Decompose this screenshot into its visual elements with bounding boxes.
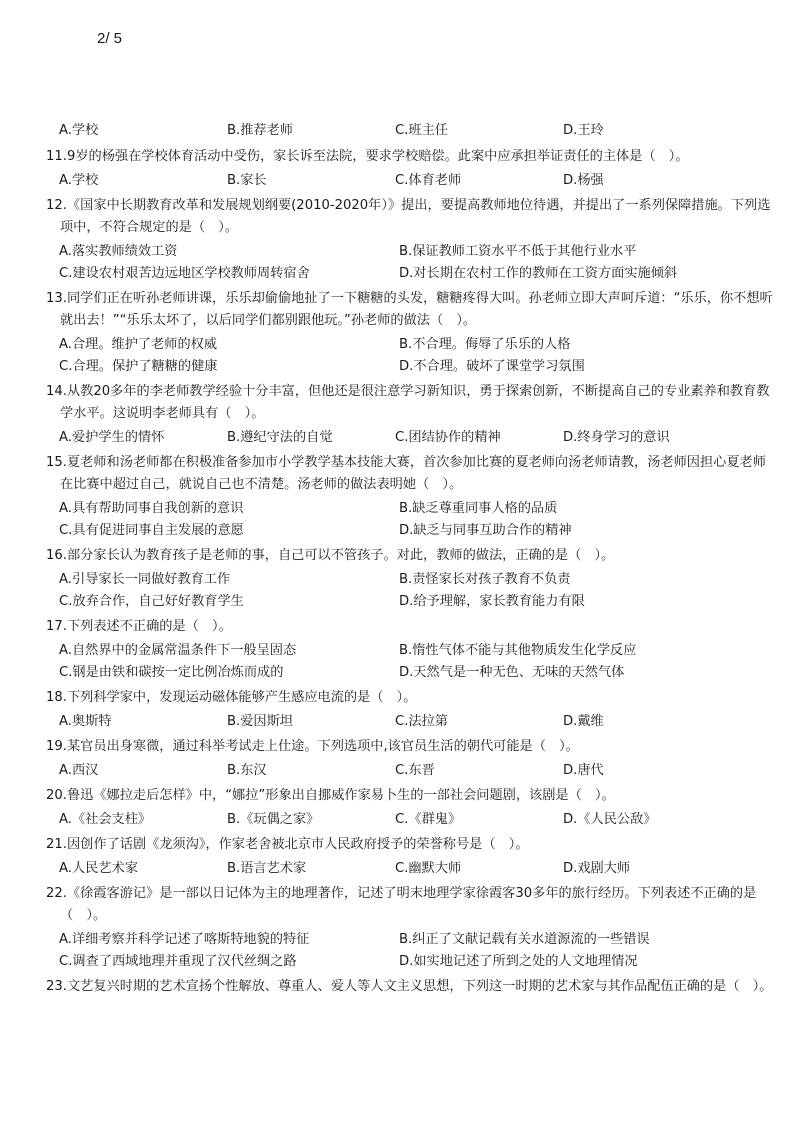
question-block [46,616,774,684]
option: B.不合理。侮辱了乐乐的人格 [399,337,571,352]
option: C.东晋 [395,763,435,778]
question-block [46,785,774,831]
question-block [46,288,774,378]
option: D.终身学习的意识 [563,430,670,445]
option: D.戏剧大师 [563,861,631,876]
option: C.法拉第 [395,714,448,729]
option: A.学校 [59,173,99,188]
option: A.《社会支柱》 [59,812,152,827]
question-stem: 20.鲁迅《娜拉走后怎样》中，“娜拉”形象出自挪威作家易卜生的一部社会问题剧，该剧是（ ）。 [46,788,615,803]
question-stem: 12.《国家中长期教育改革和发展规划纲要(2010-2020年）》提出，要提高教师地位待遇，并提出了一系列保障措施。下列选项中，不符合规定的是（ ）。 [46,198,771,235]
option: D.对长期在农村工作的教师在工资方面实施倾斜 [399,266,678,281]
option: C.具有促进同事自主发展的意愿 [59,523,244,538]
question-block [46,452,774,542]
question-options [46,929,774,973]
question-options [46,334,774,378]
option: C.团结协作的精神 [395,430,501,445]
option: B.家长 [227,173,267,188]
question-options [46,427,774,449]
option: D.不合理。破坏了课堂学习氛围 [399,359,585,374]
option: B.遵纪守法的自觉 [227,430,333,445]
question-block [46,976,774,998]
lead-options [46,120,774,142]
option: D.缺乏与同事互助合作的精神 [399,523,572,538]
option: B.缺乏尊重同事人格的品质 [399,501,558,516]
option: C.合理。保护了糖糖的健康 [59,359,218,374]
option: C.钢是由铁和碳按一定比例冶炼而成的 [59,665,284,680]
option: B.《玩偶之家》 [227,812,320,827]
question-block [46,545,774,613]
option: A.爱护学生的情怀 [59,430,165,445]
question-stem: 16.部分家长认为教育孩子是老师的事，自己可以不管孩子。对此，教师的做法，正确的是（ ）。 [46,548,615,563]
option: B.责怪家长对孩子教育不负责 [399,572,571,587]
option: B.东汉 [227,763,267,778]
question-options [46,711,774,733]
option: D.唐代 [563,763,604,778]
option: B.纠正了文献记载有关水道源流的一些错误 [399,932,650,947]
question-block [46,687,774,733]
option: D.戴维 [563,714,604,729]
question-options [46,498,774,542]
option: C.体育老师 [395,173,462,188]
option: A.人民艺术家 [59,861,138,876]
question-block [46,381,774,449]
question-stem: 18.下列科学家中，发现运动磁体能够产生感应电流的是（ ）。 [46,690,417,705]
question-stem: 21.因创作了话剧《龙须沟》，作家老舍被北京市人民政府授予的荣誉称号是（ ）。 [46,837,529,852]
question-options [46,569,774,613]
option: D.天然气是一种无色、无味的天然气体 [399,665,625,680]
option: C.调查了西域地理并重现了汉代丝绸之路 [59,954,297,969]
option: D.如实地记述了所到之处的人文地理情况 [399,954,638,969]
option: A.奥斯特 [59,714,112,729]
question-stem: 22.《徐霞客游记》是一部以日记体为主的地理著作，记述了明末地理学家徐霞客30多年的旅行经历。下列表述不正确的是（ ）。 [46,886,757,923]
option: B.语言艺术家 [227,861,307,876]
option: B.爱因斯坦 [227,714,293,729]
question-options [46,858,774,880]
option: B.推荐老师 [227,123,293,138]
option: A.详细考察并科学记述了喀斯特地貌的特征 [59,932,310,947]
question-block [46,195,774,285]
option: A.西汉 [59,763,99,778]
question-options [46,760,774,782]
option: C.班主任 [395,123,448,138]
option: A.自然界中的金属常温条件下一般呈固态 [59,643,297,658]
question-stem: 17.下列表述不正确的是（ ）。 [46,619,232,634]
question-stem: 13.同学们正在听孙老师讲课，乐乐却偷偷地扯了一下糖糖的头发，糖糖疼得大叫。孙老师立即大声呵斥道：“乐乐，你不想听就出去！”“乐乐太坏了，以后同学们都别跟他玩。”孙老师的做法（ ）。 [46,291,773,328]
option: B.保证教师工资水平不低于其他行业水平 [399,244,637,259]
question-stem: 11.9岁的杨强在学校体育活动中受伤，家长诉至法院，要求学校赔偿。此案中应承担举证责任的主体是（ ）。 [46,149,689,164]
option: A.落实教师绩效工资 [59,244,178,259]
question-list [46,120,774,1000]
option: C.《群鬼》 [395,812,462,827]
option: C.建设农村艰苦边远地区学校教师周转宿舍 [59,266,310,281]
question-stem: 14.从教20多年的李老师教学经验十分丰富，但他还是很注意学习新知识，勇于探索创新，不断提高自己的专业素养和教育教学水平。这说明李老师具有（ ）。 [46,384,770,421]
option: D.给予理解，家长教育能力有限 [399,594,585,609]
question-stem: 19.某官员出身寒微，通过科举考试走上仕途。下列选项中,该官员生活的朝代可能是（ ）。 [46,739,579,754]
question-options [46,170,774,192]
page-number: 2/ 5 [97,30,123,47]
question-block [46,736,774,782]
question-block [46,883,774,973]
option: D.王玲 [563,123,604,138]
question-options [46,241,774,285]
question-stem: 15.夏老师和汤老师都在积极准备参加市小学教学基本技能大赛，首次参加比赛的夏老师向汤老师请教，汤老师因担心夏老师在比赛中超过自己，就说自己也不清楚。汤老师的做法表明她（ ）。 [46,455,766,492]
option: B.惰性气体不能与其他物质发生化学反应 [399,643,637,658]
option: A.具有帮助同事自我创新的意识 [59,501,244,516]
option: A.合理。维护了老师的权威 [59,337,218,352]
question-block [46,834,774,880]
option: D.《人民公敌》 [563,812,657,827]
question-options [46,809,774,831]
option: A.学校 [59,123,99,138]
question-options [46,640,774,684]
question-block [46,146,774,192]
option: C.幽默大师 [395,861,462,876]
question-stem: 23.文艺复兴时期的艺术宣扬个性解放、尊重人、爱人等人文主义思想，下列这一时期的艺术家与其作品配伍正确的是（ ）。 [46,979,773,994]
option: D.杨强 [563,173,604,188]
option: A.引导家长一同做好教育工作 [59,572,231,587]
option: C.放弃合作，自己好好教育学生 [59,594,244,609]
